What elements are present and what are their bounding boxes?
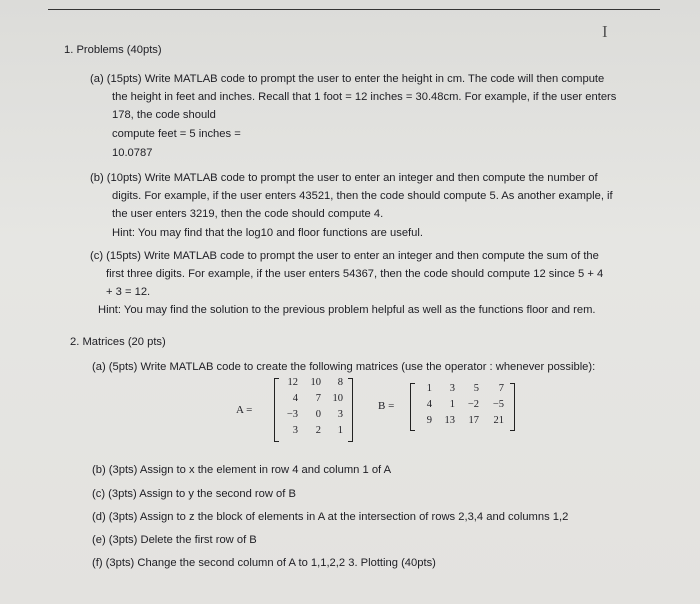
top-rule [48,9,660,10]
matrix-a-label: A = [236,404,253,416]
problem-a-line5: 10.0787 [112,147,153,159]
matrix-b-cell: 4 [426,399,432,410]
problem-c-line3: + 3 = 12. [106,286,151,298]
matrices-heading: 2. Matrices (20 pts) [70,336,166,348]
matrix-b-cell: 21 [493,415,504,426]
matrix-a-cell: 4 [292,393,298,404]
problem-a-line3: 178, the code should [112,109,216,121]
matrix-b-cell: 7 [498,383,504,394]
matrix-b-cell: 1 [449,399,455,410]
matrix-a-cell: 1 [337,425,343,436]
problem-c-line2: first three digits. For example, if the user enters 54367, then the code should compute 12 since 5 + 4 [106,268,604,280]
matrix-a-cell: 7 [315,393,321,404]
text-cursor-icon: I [602,22,608,41]
matrix-b-cell: −5 [492,399,504,410]
matrix-a-cell: −3 [286,409,298,420]
matrix-b-cell: 3 [449,383,455,394]
matrices-b: (b) (3pts) Assign to x the element in row 4 and column 1 of A [92,464,392,476]
matrix-b-cell: 13 [444,415,455,426]
problem-b-line1: (b) (10pts) Write MATLAB code to prompt the user to enter an integer and then compute the number of [90,172,598,184]
matrix-b-cell: 9 [426,415,432,426]
matrices-e: (e) (3pts) Delete the first row of B [92,534,257,546]
matrix-b-cell: −2 [467,399,479,410]
problem-a-line2: the height in feet and inches. Recall that 1 foot = 12 inches = 30.48cm. For example, if the user enters [112,91,617,103]
matrix-b-cell: 17 [468,415,479,426]
matrix-a-cell: 3 [292,425,298,436]
matrix-a-right-bracket [348,378,353,442]
problem-c-line4: Hint: You may find the solution to the previous problem helpful as well as the functions floor and rem. [98,304,596,316]
matrix-a-cell: 3 [337,409,343,420]
matrix-a-cell: 0 [315,409,321,420]
matrices-d: (d) (3pts) Assign to z the block of elements in A at the intersection of rows 2,3,4 and columns 1,2 [92,511,569,523]
matrix-a-cell: 2 [315,425,321,436]
problem-b-line3: the user enters 3219, then the code should compute 4. [112,208,384,220]
problem-b-line4: Hint: You may find that the log10 and floor functions are useful. [112,227,423,239]
matrix-b-label: B = [378,400,395,412]
problem-c-line1: (c) (15pts) Write MATLAB code to prompt the user to enter an integer and then compute the sum of the [90,250,599,262]
problems-heading: 1. Problems (40pts) [64,44,162,56]
problem-a-line1: (a) (15pts) Write MATLAB code to prompt the user to enter the height in cm. The code will then compute [90,73,605,85]
matrix-a-cell: 10 [332,393,343,404]
matrix-a-cell: 8 [337,377,343,388]
matrix-b-cell: 5 [473,383,479,394]
matrix-b-right-bracket [510,383,515,431]
problem-a-line4: compute feet = 5 inches = [112,128,241,140]
matrix-a-cell: 10 [310,377,321,388]
matrix-a-left-bracket [274,378,279,442]
matrix-b-cell: 1 [426,383,432,394]
matrix-a-cell: 12 [287,377,298,388]
matrices-f: (f) (3pts) Change the second column of A to 1,1,2,2 3. Plotting (40pts) [92,557,436,569]
matrices-a: (a) (5pts) Write MATLAB code to create the following matrices (use the operator : whenever possible): [92,361,596,373]
matrices-c: (c) (3pts) Assign to y the second row of B [92,488,296,500]
problem-b-line2: digits. For example, if the user enters 43521, then the code should compute 5. As another example, if [112,190,613,202]
